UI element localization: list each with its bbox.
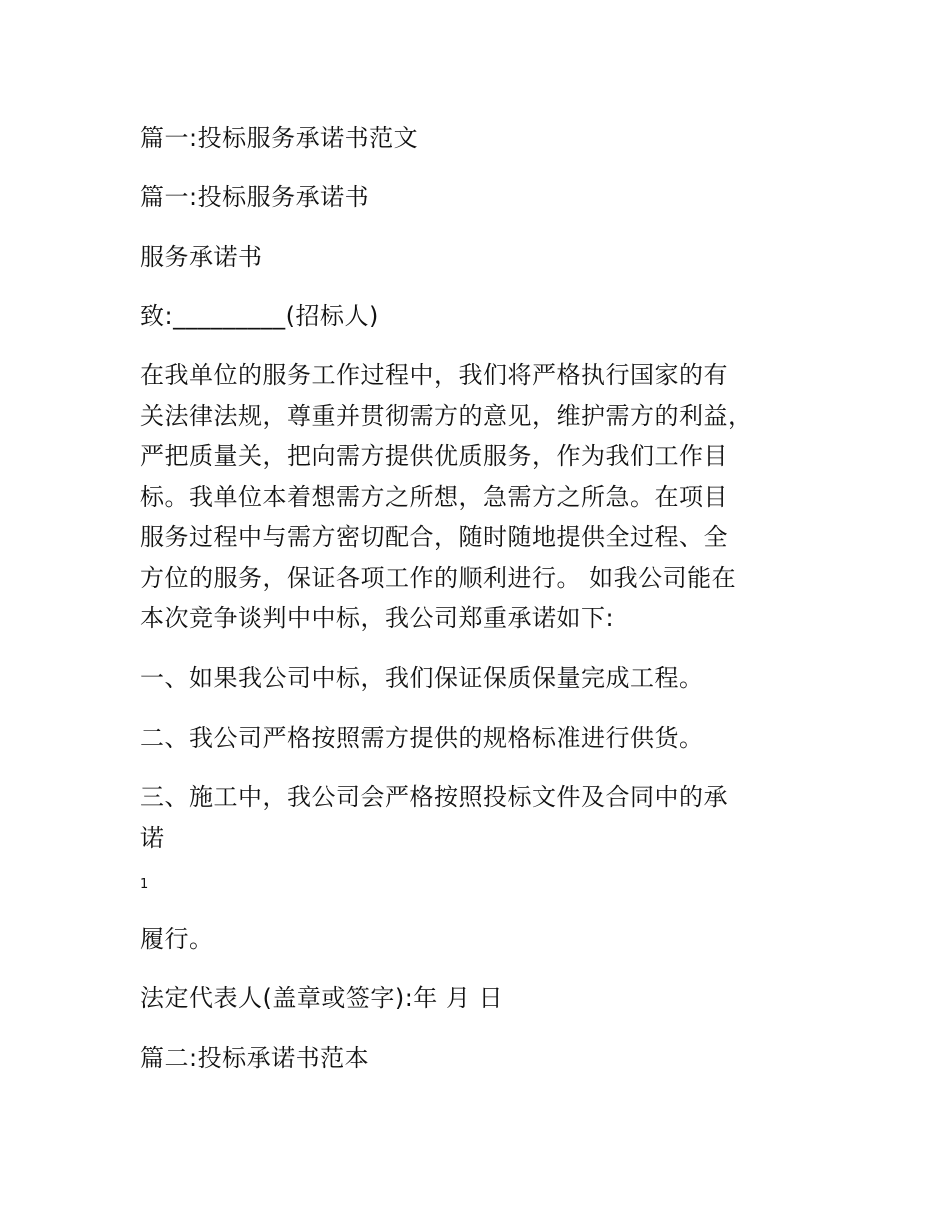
signature-line: 法定代表人(盖章或签字):年 月 日: [140, 984, 504, 1012]
commitment-3-line: 诺: [140, 823, 165, 852]
intro-line: 严把质量关，把向需方提供优质服务，作为我们工作目: [140, 442, 728, 470]
intro-line: 标。我单位本着想需方之所想，急需方之所急。在项目: [140, 482, 728, 511]
page-number: 1: [140, 877, 149, 892]
next-section-heading: 篇二:投标承诺书范本: [140, 1044, 370, 1072]
intro-line: 关法律法规，尊重并贯彻需方的意见，维护需方的利益，: [140, 401, 753, 430]
heading-main: 篇一:投标服务承诺书范文: [140, 124, 419, 152]
continuation-text: 履行。: [140, 925, 214, 953]
commitment-2: 二、我公司严格按照需方提供的规格标准进行供货。: [140, 724, 704, 752]
commitment-3-line: 三、施工中，我公司会严格按照投标文件及合同中的承: [140, 783, 728, 811]
intro-line: 方位的服务，保证各项工作的顺利进行。 如我公司能在: [140, 563, 737, 592]
doc-title: 服务承诺书: [140, 243, 263, 271]
intro-line: 服务过程中与需方密切配合，随时随地提供全过程、全: [140, 523, 728, 551]
intro-line: 在我单位的服务工作过程中，我们将严格执行国家的有: [140, 361, 728, 389]
recipient-line: 致:_________(招标人): [140, 302, 379, 330]
heading-sub: 篇一:投标服务承诺书: [140, 183, 370, 211]
commitment-3: [140, 777, 820, 858]
intro-paragraph: [140, 355, 820, 639]
intro-line: 本次竞争谈判中中标，我公司郑重承诺如下:: [140, 604, 615, 632]
commitment-1: 一、如果我公司中标，我们保证保质保量完成工程。: [140, 664, 704, 692]
